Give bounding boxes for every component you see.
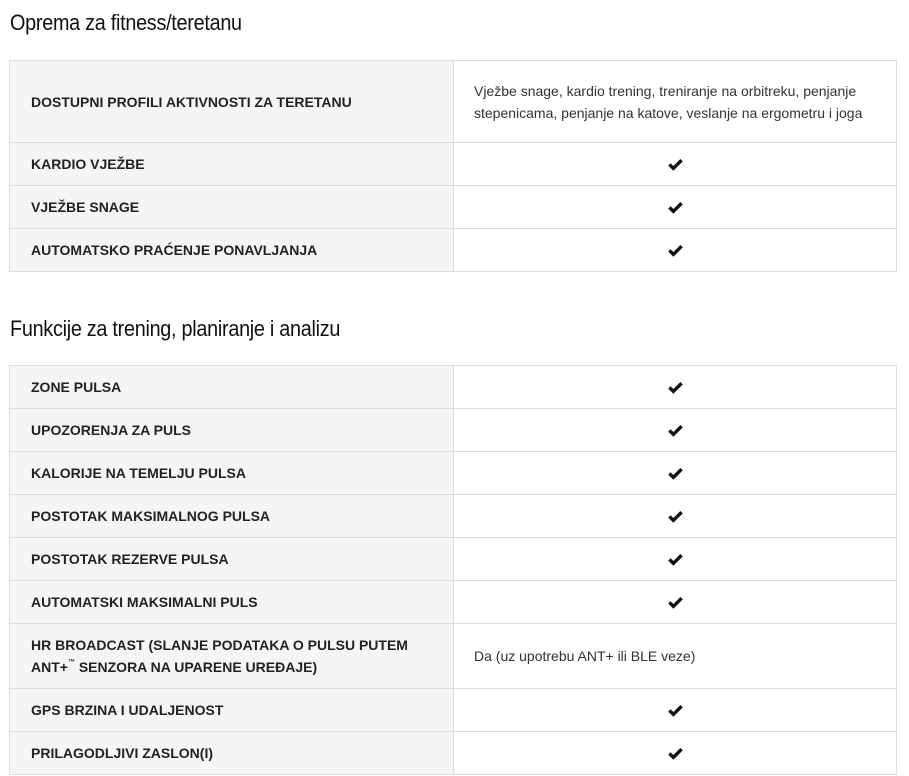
checkmark-icon — [667, 747, 684, 761]
spec-table-training — [9, 365, 897, 775]
checkmark-icon — [667, 704, 684, 718]
row-value — [454, 186, 897, 229]
row-value — [454, 581, 897, 624]
row-label: POSTOTAK MAKSIMALNOG PULSA — [10, 495, 454, 538]
table-row — [10, 366, 897, 409]
checkmark-icon — [667, 244, 684, 258]
table-row — [10, 495, 897, 538]
table-row — [10, 581, 897, 624]
row-value — [454, 143, 897, 186]
row-label — [10, 624, 454, 689]
row-label: KALORIJE NA TEMELJU PULSA — [10, 452, 454, 495]
row-value — [454, 409, 897, 452]
trademark-mark: ™ — [67, 659, 75, 666]
row-label-line1: HR BROADCAST (SLANJE PODATAKA O PULSU PUTEM — [31, 637, 408, 653]
row-value — [454, 689, 897, 732]
table-row — [10, 452, 897, 495]
table-row — [10, 538, 897, 581]
checkmark-icon — [667, 596, 684, 610]
row-value — [454, 495, 897, 538]
row-label: ZONE PULSA — [10, 366, 454, 409]
checkmark-icon — [667, 158, 684, 172]
row-label: AUTOMATSKO PRAĆENJE PONAVLJANJA — [10, 229, 454, 272]
row-value — [454, 538, 897, 581]
table-row — [10, 689, 897, 732]
table-row — [10, 61, 897, 143]
table-row — [10, 409, 897, 452]
table-row — [10, 732, 897, 775]
row-label: VJEŽBE SNAGE — [10, 186, 454, 229]
row-label: UPOZORENJA ZA PULS — [10, 409, 454, 452]
checkmark-icon — [667, 553, 684, 567]
row-label-ant: ANT+ — [31, 659, 68, 675]
table-row — [10, 186, 897, 229]
spec-table-fitness — [9, 60, 897, 272]
checkmark-icon — [667, 201, 684, 215]
row-value: Da (uz upotrebu ANT+ ili BLE veze) — [454, 624, 897, 689]
row-label-line2: SENZORA NA UPARENE UREĐAJE) — [74, 659, 318, 675]
section-title-fitness: Oprema za fitness/teretanu — [10, 10, 242, 35]
checkmark-icon — [667, 467, 684, 481]
section-title-training: Funkcije za trening, planiranje i analizu — [10, 316, 341, 341]
table-row — [10, 624, 897, 689]
row-label: PRILAGODLJIVI ZASLON(I) — [10, 732, 454, 775]
row-label: GPS BRZINA I UDALJENOST — [10, 689, 454, 732]
row-value — [454, 732, 897, 775]
row-value — [454, 229, 897, 272]
table-row — [10, 229, 897, 272]
checkmark-icon — [667, 424, 684, 438]
row-value — [454, 452, 897, 495]
table-row — [10, 143, 897, 186]
row-label: AUTOMATSKI MAKSIMALNI PULS — [10, 581, 454, 624]
row-label: DOSTUPNI PROFILI AKTIVNOSTI ZA TERETANU — [10, 61, 454, 143]
row-label: KARDIO VJEŽBE — [10, 143, 454, 186]
row-label: POSTOTAK REZERVE PULSA — [10, 538, 454, 581]
checkmark-icon — [667, 510, 684, 524]
row-value — [454, 366, 897, 409]
checkmark-icon — [667, 381, 684, 395]
row-value: Vježbe snage, kardio trening, treniranje na orbitreku, penjanje stepenicama, penjanje na katove, veslanje na ergometru i joga — [454, 61, 897, 143]
